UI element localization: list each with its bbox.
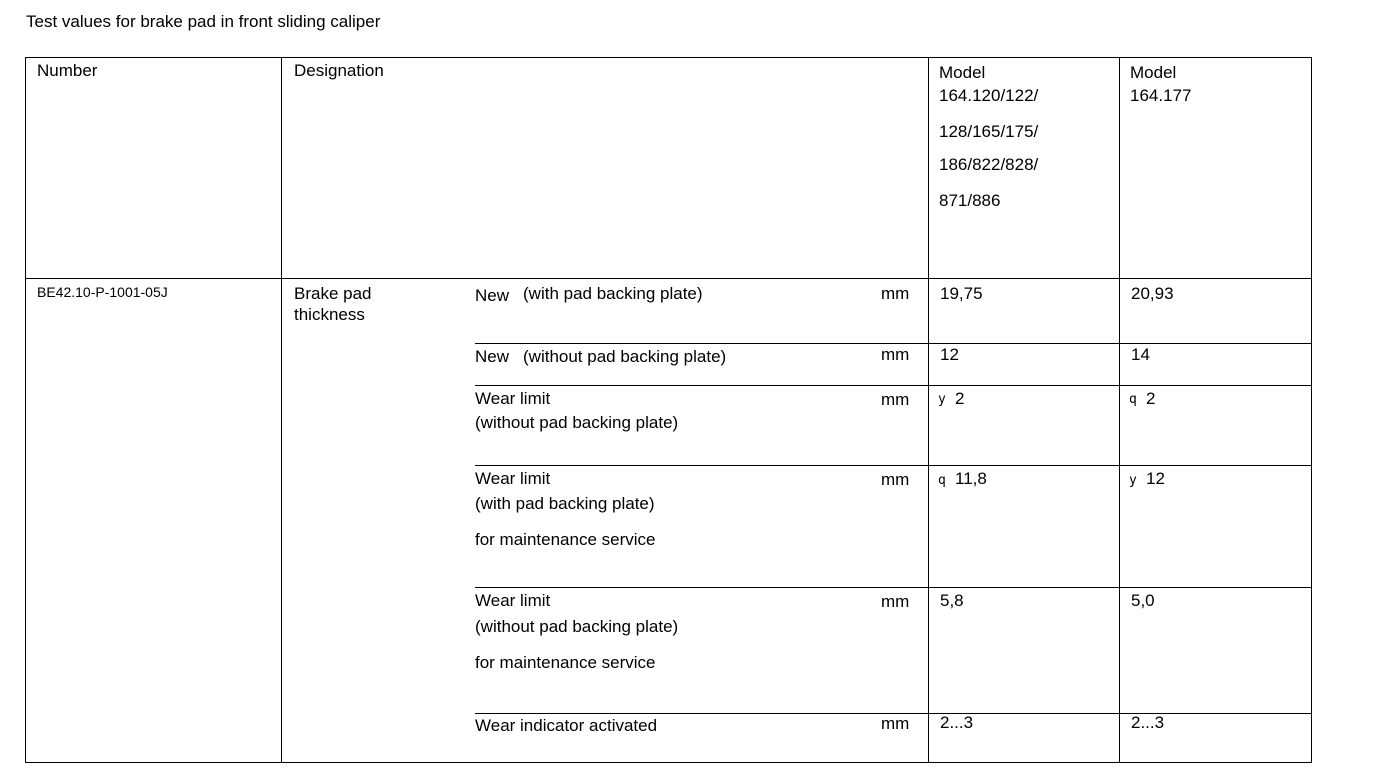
row-condition-line: (without pad backing plate) [475, 413, 679, 432]
row-condition-line: for maintenance service [475, 653, 656, 672]
row-model-2-symbol: q [1129, 392, 1137, 407]
row-model-2-value: 5,0 [1131, 591, 1155, 610]
row-condition-line: for maintenance service [475, 530, 656, 549]
row-unit: mm [881, 592, 910, 611]
row-model-2-value: 12 [1146, 469, 1165, 488]
row-model-1-value: 11,8 [955, 469, 987, 488]
row-model-2-value: 2...3 [1131, 713, 1165, 732]
row-model-1-value: 2...3 [940, 713, 974, 732]
header-divider [25, 278, 1312, 279]
page-title: Test values for brake pad in front sliding caliper [26, 12, 381, 31]
row-model-1-value: 5,8 [940, 591, 964, 610]
row-condition-lead: New [475, 286, 510, 305]
row-unit: mm [881, 714, 910, 733]
row-condition-line: Wear indicator activated [475, 716, 658, 735]
row-condition-line: Wear limit [475, 591, 551, 610]
row-model-2-value: 20,93 [1131, 284, 1174, 303]
row-model-2-value: 2 [1146, 389, 1156, 408]
header-model-2-line: 164.177 [1130, 86, 1192, 105]
record-number: BE42.10-P-1001-05J [37, 284, 168, 300]
row-model-2-value: 14 [1131, 345, 1150, 364]
row-unit: mm [881, 470, 910, 489]
row-condition-line: (with pad backing plate) [523, 284, 703, 303]
row-model-1-value: 2 [955, 389, 965, 408]
col-divider-designation [928, 57, 929, 763]
row-divider [475, 343, 1312, 344]
header-model-1-line: 128/165/175/ [939, 122, 1039, 141]
header-model-1-line: 164.120/122/ [939, 86, 1039, 105]
row-model-1-value: 19,75 [940, 284, 983, 303]
row-condition-line: Wear limit [475, 469, 551, 488]
record-designation-line: thickness [294, 305, 365, 324]
header-model-1-line: 871/886 [939, 191, 1001, 210]
row-unit: mm [881, 345, 910, 364]
row-model-1-symbol: q [938, 473, 946, 488]
col-divider-model [1119, 57, 1120, 763]
header-designation: Designation [294, 61, 384, 80]
row-unit: mm [881, 284, 910, 303]
record-designation-line: Brake pad [294, 284, 372, 303]
row-divider [475, 587, 1312, 588]
header-number: Number [37, 61, 98, 80]
row-condition-lead: New [475, 347, 510, 366]
row-model-2-symbol: y [1129, 473, 1137, 488]
row-divider [475, 465, 1312, 466]
table-border-right [1311, 57, 1312, 763]
row-condition-line: (with pad backing plate) [475, 494, 655, 513]
row-model-1-symbol: y [938, 392, 946, 407]
row-condition-line: (without pad backing plate) [523, 347, 727, 366]
header-model-1-label: Model [939, 63, 986, 82]
row-divider [475, 385, 1312, 386]
header-model-2-label: Model [1130, 63, 1177, 82]
row-model-1-value: 12 [940, 345, 959, 364]
row-condition-line: Wear limit [475, 389, 551, 408]
col-divider-number [281, 57, 282, 763]
table-border-left [25, 57, 26, 763]
header-model-1-line: 186/822/828/ [939, 155, 1039, 174]
row-unit: mm [881, 390, 910, 409]
row-condition-line: (without pad backing plate) [475, 617, 679, 636]
